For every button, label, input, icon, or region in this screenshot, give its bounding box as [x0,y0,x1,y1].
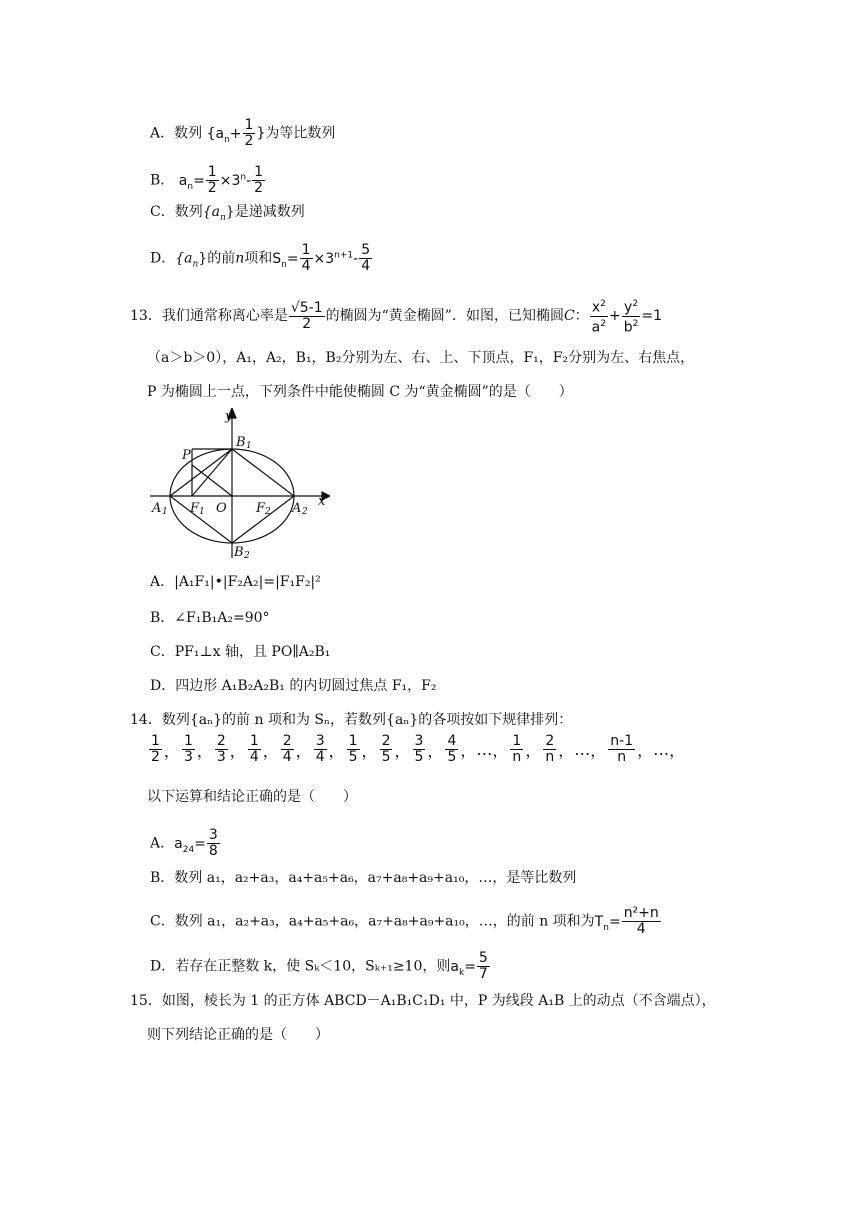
fraction: $\frac{1}{4}$ [301,242,311,274]
q12-option-c: C．数列$\{a_n\}$是递减数列 [150,204,305,223]
ellipse-figure [150,408,330,560]
q15-stem-line2: 则下列结论正确的是（ ） [147,1027,329,1043]
fraction: $\frac{\text{n²+n}}{4}$ [623,905,659,937]
q12-option-d: D．$\{a_n\}$的前n项和$S_n=$ $\frac{1}{4}$ $\times 3^{n+1}-$ $\frac{5}{4}$ [150,242,371,274]
seq-term: $\frac{3}{5}$ [414,733,424,765]
seq-term: $\frac{1}{5}$ [348,733,358,765]
seq-term: $\frac{1}{n}$ [512,733,522,765]
q14-option-b: B．数列 a₁，a₂+a₃，a₄+a₅+a₆，a₇+a₈+a₉+a₁₀，…，是等比数列 [150,870,577,886]
q14-option-c: C．数列 a₁，a₂+a₃，a₄+a₅+a₆，a₇+a₈+a₉+a₁₀，…，的前 n 项和为$T_n=$ $\frac{\text{n²+n}}{4}$ [150,905,659,937]
q14-sequence: $\frac{1}{2}$ ， $\frac{1}{3}$ ， $\frac{2}{3}$ ， $\frac{1}{4}$ ， $\frac{2}{4}$ ， $\frac{3}{4}$ ， $\frac{1}{5}$ ， $\frac{2}{5}$ ， $\frac{3}{5}$ ， $\frac{4}{5}$ ，…， $\frac{1}{n}$ ， $\frac{2}{n}$ ，…， $\frac{n-1}{n}$ ，…， [151,733,686,765]
seq-term: $\frac{2}{3}$ [216,733,226,765]
q13-stem-line2: （a＞b＞0），A₁，A₂，B₁，B₂分别为左、右、上、下顶点，F₁，F₂分别为左、右焦点， [147,350,695,366]
q13-option-c: C．PF₁⊥x 轴，且 PO∥A₂B₁ [150,644,331,660]
q14-stem-line1: 14．数列{aₙ}的前 n 项和为 Sₙ，若数列{aₙ}的各项按如下规律排列： [130,712,573,728]
fraction: $\frac{5}{7}$ [478,950,488,982]
q14-option-a: A．$a_{24}=$ $\frac{3}{8}$ [150,827,218,859]
label-a2-sub: 2 [302,507,308,517]
seq-term: $\frac{2}{n}$ [545,733,555,765]
label-f2-sub: 2 [265,507,271,517]
seq-term: $\frac{1}{2}$ [151,733,160,765]
q15-stem-line1: 15．如图，棱长为 1 的正方体 ABCD－A₁B₁C₁D₁ 中，P 为线段 A₁B 上的动点（不含端点）， [130,993,716,1009]
label-f2: F [256,501,266,516]
q12-option-b: B． $a_n=$ $\frac{1}{2}$ $\times 3^n-$ $\frac{1}{2}$ [150,164,264,196]
fraction: $\frac{1}{2}$ [207,164,217,196]
seq-term: $\frac{2}{5}$ [381,733,391,765]
label-b2-sub: 2 [244,551,250,560]
q13-option-d: D．四边形 A₁B₂A₂B₁ 的内切圆过焦点 F₁，F₂ [150,678,437,694]
fraction: $\frac{√5-1}{2}$ [290,299,323,332]
fraction: $\frac{5}{4}$ [361,242,371,274]
fraction: $\frac{3}{8}$ [208,827,218,859]
q13-option-b: B．∠F₁B₁A₂=90° [150,610,270,626]
fraction: $\frac{1}{2}$ [254,164,264,196]
seq-term: $\frac{1}{3}$ [183,733,193,765]
label-a2: A [292,501,302,516]
seq-term: $\frac{2}{4}$ [282,733,292,765]
label-b1-sub: 1 [246,441,252,451]
q12-option-a: A．数列 {$a_n+$ $\frac{1}{2}$ }为等比数列 [150,117,336,149]
label-b1: B [236,435,246,450]
segment-po [192,465,232,496]
q14-option-d: D．若存在正整数 k，使 Sₖ＜10，Sₖ₊₁≥10，则$a_k=$ $\frac{5}{7}$ [150,950,488,982]
seq-term: $\frac{1}{4}$ [249,733,259,765]
fraction: $\frac{x^2}{a^2}$ [591,299,606,336]
q14-stem-line3: 以下运算和结论正确的是（ ） [147,789,357,805]
q13-stem-line3: P 为椭圆上一点，下列条件中能使椭圆 C 为“黄金椭圆”的是（ ） [147,384,573,400]
label-a1-sub: 1 [162,507,168,517]
label-a1: A [152,501,162,516]
seq-term: $\frac{3}{4}$ [315,733,325,765]
label-f1: F [190,501,200,516]
fraction: $\frac{y^2}{b^2}$ [623,299,639,336]
seq-term: $\frac{4}{5}$ [447,733,457,765]
label-x: x [318,494,326,509]
seq-term: $\frac{n-1}{n}$ [610,733,634,765]
label-y: y [225,409,233,424]
label-b2: B [234,545,244,560]
label-f1-sub: 1 [199,507,205,517]
q13-stem-line1: 13．我们通常称离心率是 $\frac{√5-1}{2}$ 的椭圆为“黄金椭圆”．如图，已知椭圆C： $\frac{x^2}{a^2}$ + $\frac{y^2}{b^2}$ =1 [130,299,662,336]
q13-option-a: A．|A₁F₁|•|F₂A₂|=|F₁F₂|² [150,574,321,590]
label-p: P [182,448,191,463]
label-o: O [216,501,227,516]
fraction: $\frac{1}{2}$ [244,117,254,149]
